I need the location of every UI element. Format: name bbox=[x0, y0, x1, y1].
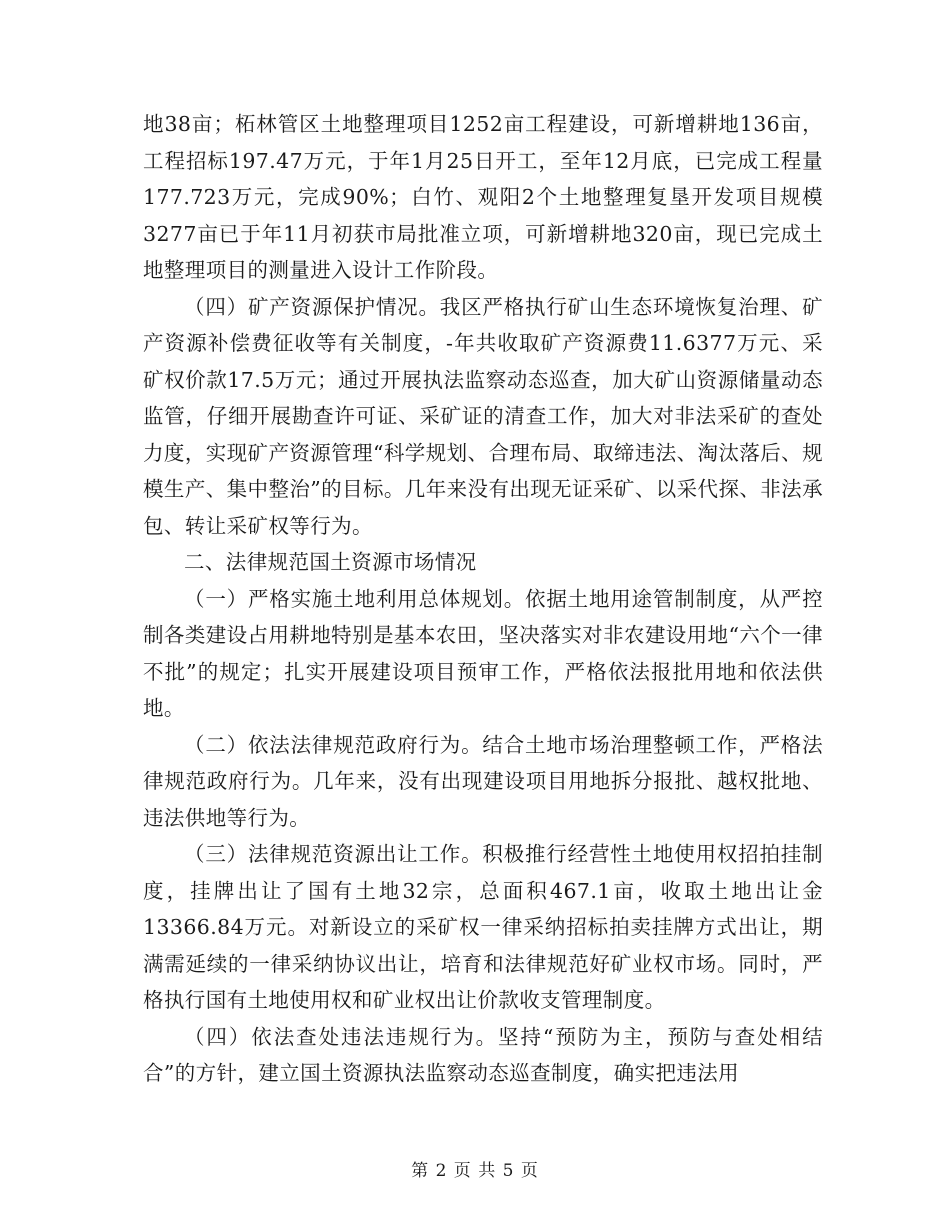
page-number-footer: 第 2 页 共 5 页 bbox=[411, 1161, 539, 1181]
paragraph-government-conduct: （二）依法法律规范政府行为。结合土地市场治理整顿工作，严格法律规范政府行为。几年来，没有出现建设项目用地拆分报批、越权批地、违法供地等行为。 bbox=[143, 732, 823, 830]
paragraph-land-consolidation: 地38亩；柘林管区土地整理项目1252亩工程建设，可新增耕地136亩，工程招标197.47万元，于年1月25日开工，至年12月底，已完成工程量177.723万元，完成90%；白竹、观阳2个土地整理复垦开发项目规模3277亩已于年11月初获市局批准立项，可新增耕地320亩，现已完成土地整理项目的测量进入设计工作阶段。 bbox=[143, 112, 823, 282]
paragraph-violation-handling: （四）依法查处违法违规行为。坚持“预防为主，预防与查处相结合”的方针，建立国土资源执法监察动态巡查制度，确实把违法用 bbox=[143, 1024, 823, 1085]
document-body bbox=[143, 106, 823, 1092]
paragraph-land-planning: （一）严格实施土地利用总体规划。依据土地用途管制制度，从严控制各类建设占用耕地特别是基本农田，坚决落实对非农建设用地“六个一律不批”的规定；扎实开展建设项目预审工作，严格依法报批用地和依法供地。 bbox=[143, 586, 823, 720]
paragraph-resource-transfer: （三）法律规范资源出让工作。积极推行经营性土地使用权招拍挂制度，挂牌出让了国有土地32宗，总面积467.1亩，收取土地出让金13366.84万元。对新设立的采矿权一律采纳招标拍卖挂牌方式出让，期满需延续的一律采纳协议出让，培育和法律规范好矿业权市场。同时，严格执行国有土地使用权和矿业权出让价款收支管理制度。 bbox=[143, 842, 823, 1012]
paragraph-mineral-protection: （四）矿产资源保护情况。我区严格执行矿山生态环境恢复治理、矿产资源补偿费征收等有关制度，-年共收取矿产资源费11.6377万元、采矿权价款17.5万元；通过开展执法监察动态巡查，加大矿山资源储量动态监管，仔细开展勘查许可证、采矿证的清查工作，加大对非法采矿的查处力度，实现矿产资源管理“科学规划、合理布局、取缔违法、淘汰落后、规模生产、集中整治”的目标。几年来没有出现无证采矿、以采代探、非法承包、转让采矿权等行为。 bbox=[143, 294, 823, 538]
section-heading-market: 二、法律规范国土资源市场情况 bbox=[184, 550, 477, 574]
